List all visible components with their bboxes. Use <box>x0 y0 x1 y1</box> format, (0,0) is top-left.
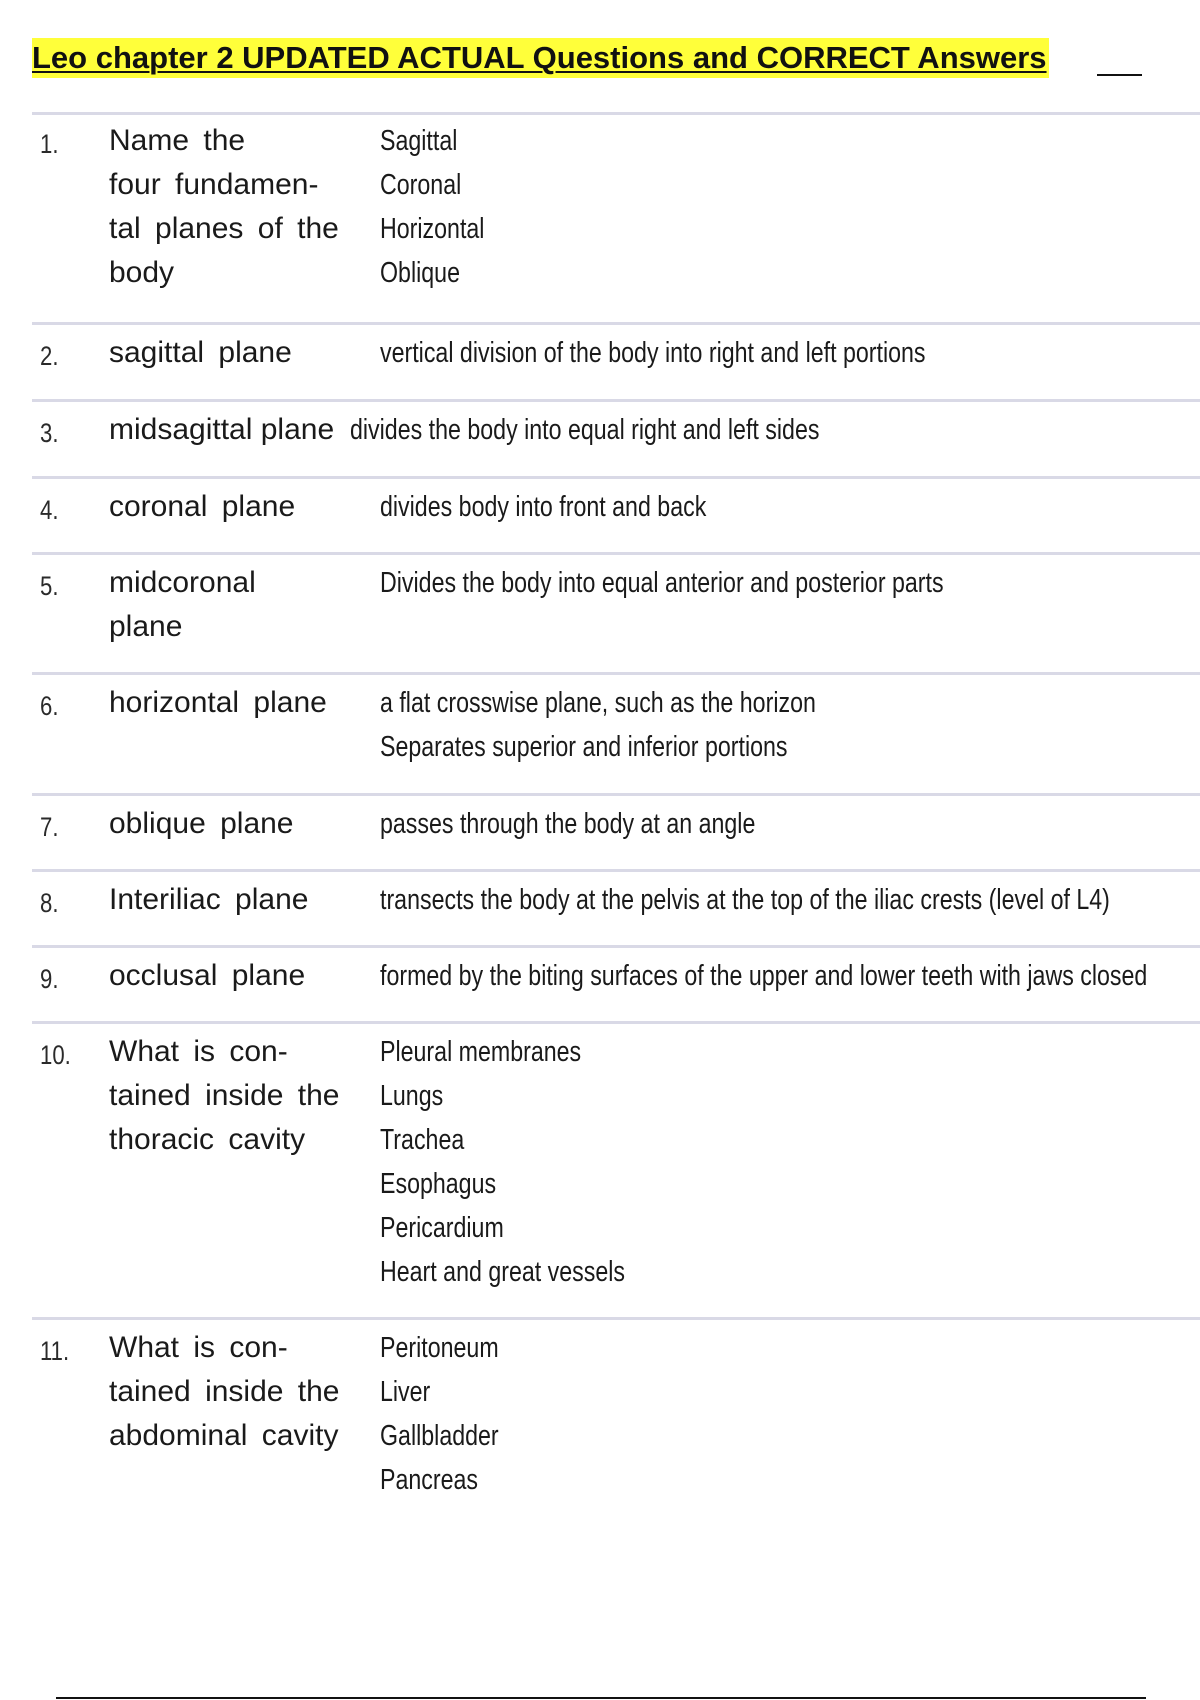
row-term <box>109 802 379 846</box>
term-line: body <box>109 256 175 289</box>
answer-line: Esophagus <box>380 1168 497 1200</box>
term-line: tained inside the <box>109 1375 340 1408</box>
term-line: four fundamen- <box>109 168 319 201</box>
term-line: occlusal plane <box>109 959 306 992</box>
row-term <box>109 1326 379 1458</box>
term-line: thoracic cavity <box>109 1123 306 1156</box>
answer-line: vertical division of the body into right and left portions <box>380 337 926 369</box>
term-line: tained inside the <box>109 1079 340 1112</box>
table-row <box>32 476 1200 549</box>
row-term <box>109 408 369 452</box>
table-row <box>32 793 1200 866</box>
answer-line: passes through the body at an angle <box>380 808 756 840</box>
term-line: What is con- <box>109 1035 288 1068</box>
answer-line: Pericardium <box>380 1212 504 1244</box>
row-number: 3. <box>40 418 59 448</box>
row-number: 4. <box>40 495 59 525</box>
term-line: tal planes of the <box>109 212 339 245</box>
row-answer <box>380 1030 625 1294</box>
row-number: 11. <box>40 1336 70 1366</box>
answer-line: Peritoneum <box>380 1332 499 1364</box>
answer-line: Lungs <box>380 1080 444 1112</box>
answer-line: Liver <box>380 1376 431 1408</box>
row-term <box>109 561 379 649</box>
answer-line: Coronal <box>380 169 462 201</box>
term-line: sagittal plane <box>109 336 292 369</box>
term-line: midsagittal plane <box>109 413 335 446</box>
answer-line: Oblique <box>380 257 460 289</box>
answer-line: Pleural membranes <box>380 1036 582 1068</box>
row-term <box>109 681 379 725</box>
row-number: 2. <box>40 341 59 371</box>
row-term <box>109 331 379 375</box>
row-number: 6. <box>40 691 59 721</box>
row-term <box>109 1030 379 1162</box>
row-number: 5. <box>40 571 59 601</box>
document-title: Leo chapter 2 UPDATED ACTUAL Questions and CORRECT Answers <box>32 38 1049 78</box>
answer-line: Heart and great vessels <box>380 1256 626 1288</box>
answer-line: divides body into front and back <box>380 491 707 523</box>
footer-rule <box>56 1697 1146 1699</box>
table-row <box>32 869 1200 942</box>
row-number: 8. <box>40 888 59 918</box>
row-answer <box>380 878 1110 922</box>
row-term <box>109 878 379 922</box>
row-answer <box>380 1326 499 1502</box>
table-row <box>32 945 1200 1018</box>
answer-line: Horizontal <box>380 213 485 245</box>
answer-line: Pancreas <box>380 1464 479 1496</box>
term-line: Interiliac plane <box>109 883 309 916</box>
table-row <box>32 672 1200 787</box>
table-row <box>32 1021 1200 1309</box>
row-term <box>109 119 379 295</box>
answer-line: divides the body into equal right and left sides <box>350 414 820 446</box>
row-answer <box>380 954 1147 998</box>
title-rule <box>1097 74 1142 76</box>
term-line: coronal plane <box>109 490 296 523</box>
row-answer <box>350 408 819 452</box>
term-line: abdominal cavity <box>109 1419 339 1452</box>
answer-line: Gallbladder <box>380 1420 499 1452</box>
table-row <box>32 399 1200 472</box>
row-answer <box>380 119 484 295</box>
row-number: 1. <box>40 129 59 159</box>
answer-line: Sagittal <box>380 125 458 157</box>
table-row <box>32 552 1200 665</box>
row-number: 7. <box>40 812 59 842</box>
answer-line: formed by the biting surfaces of the upper and lower teeth with jaws closed <box>380 960 1148 992</box>
term-line: oblique plane <box>109 807 294 840</box>
answer-line: transects the body at the pelvis at the top of the iliac crests (level of L4) <box>380 884 1110 916</box>
row-term <box>109 485 379 529</box>
answer-line: a flat crosswise plane, such as the horizon <box>380 687 816 719</box>
table-row <box>32 112 1200 305</box>
answer-line: Divides the body into equal anterior and posterior parts <box>380 567 944 599</box>
row-answer <box>380 485 706 529</box>
term-line: What is con- <box>109 1331 288 1364</box>
table-row <box>32 1317 1200 1520</box>
row-number: 10. <box>40 1040 71 1070</box>
row-answer <box>380 561 944 605</box>
row-answer <box>380 802 755 846</box>
answer-line: Trachea <box>380 1124 465 1156</box>
term-line: horizontal plane <box>109 686 327 719</box>
row-term <box>109 954 379 998</box>
term-line: Name the <box>109 124 246 157</box>
term-line: midcoronal <box>109 566 256 599</box>
row-answer <box>380 681 816 769</box>
term-line: plane <box>109 610 183 643</box>
table-row <box>32 322 1200 395</box>
answer-line: Separates superior and inferior portions <box>380 731 788 763</box>
row-answer <box>380 331 926 375</box>
row-number: 9. <box>40 964 59 994</box>
document-header <box>32 38 1142 78</box>
